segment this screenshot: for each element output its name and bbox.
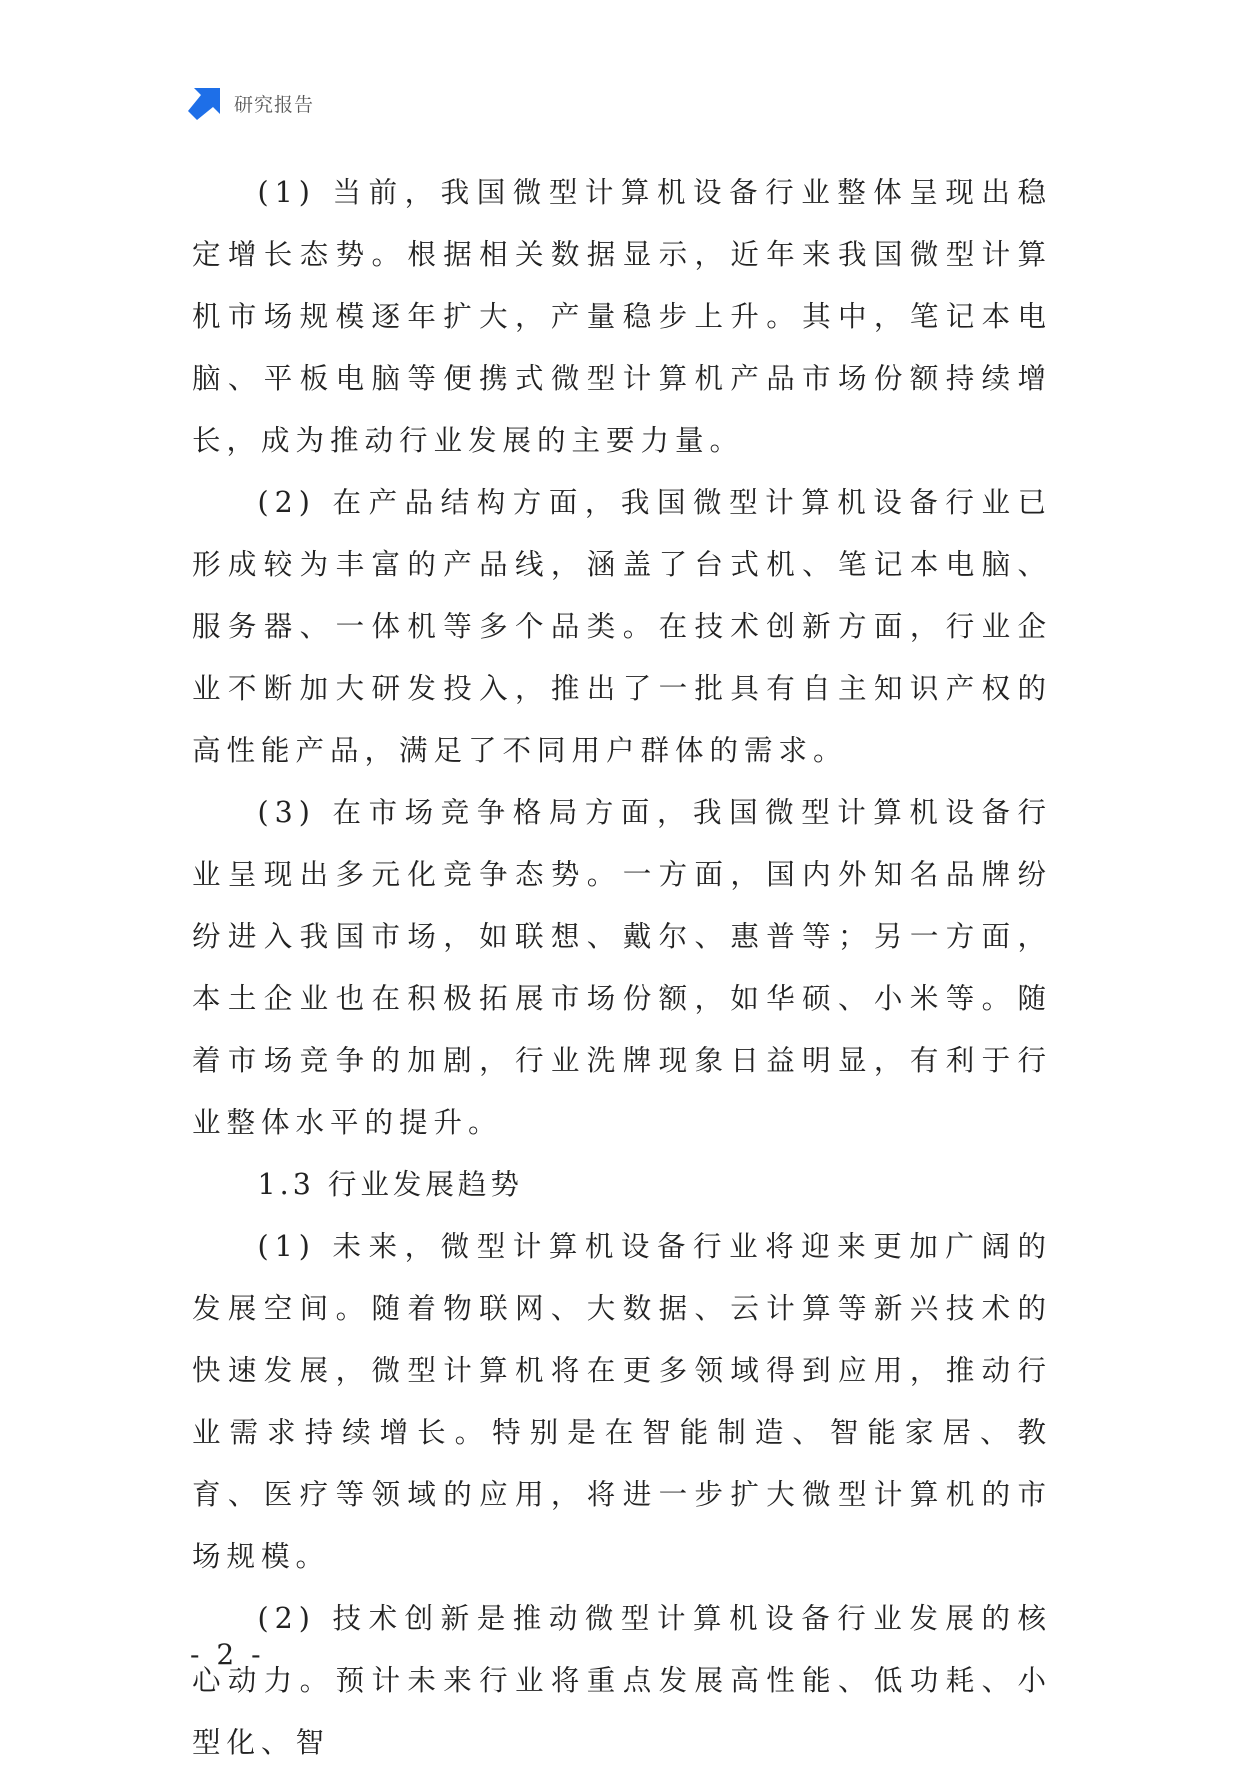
paragraph: (2) 在产品结构方面，我国微型计算机设备行业已形成较为丰富的产品线，涵盖了台式机、笔记本电脑、服务器、一体机等多个品类。在技术创新方面，行业企业不断加大研发投入，推出了一批具有自主知识产权的高性能产品，满足了不同用户群体的需求。 [192,486,1052,767]
document-body [192,162,1052,1774]
paragraph: (3) 在市场竞争格局方面，我国微型计算机设备行业呈现出多元化竞争态势。一方面，国内外知名品牌纷纷进入我国市场，如联想、戴尔、惠普等；另一方面，本土企业也在积极拓展市场份额，如华硕、小米等。随着市场竞争的加剧，行业洗牌现象日益明显，有利于行业整体水平的提升。 [192,796,1052,1139]
report-header [188,86,314,120]
report-label: 研究报告 [234,93,315,116]
arrow-up-right-icon [188,86,222,120]
paragraph: (1) 未来，微型计算机设备行业将迎来更加广阔的发展空间。随着物联网、大数据、云计算等新兴技术的快速发展，微型计算机将在更多领域得到应用，推动行业需求持续增长。特别是在智能制造、智能家居、教育、医疗等领域的应用，将进一步扩大微型计算机的市场规模。 [192,1230,1052,1573]
paragraph: (1) 当前，我国微型计算机设备行业整体呈现出稳定增长态势。根据相关数据显示，近年来我国微型计算机市场规模逐年扩大，产量稳步上升。其中，笔记本电脑、平板电脑等便携式微型计算机产品市场份额持续增长，成为推动行业发展的主要力量。 [192,176,1052,457]
page-number: - 2 - [190,1638,265,1671]
paragraph: (2) 技术创新是推动微型计算机设备行业发展的核心动力。预计未来行业将重点发展高性能、低功耗、小型化、智 [192,1602,1052,1759]
section-heading: 1.3 行业发展趋势 [257,1168,523,1201]
